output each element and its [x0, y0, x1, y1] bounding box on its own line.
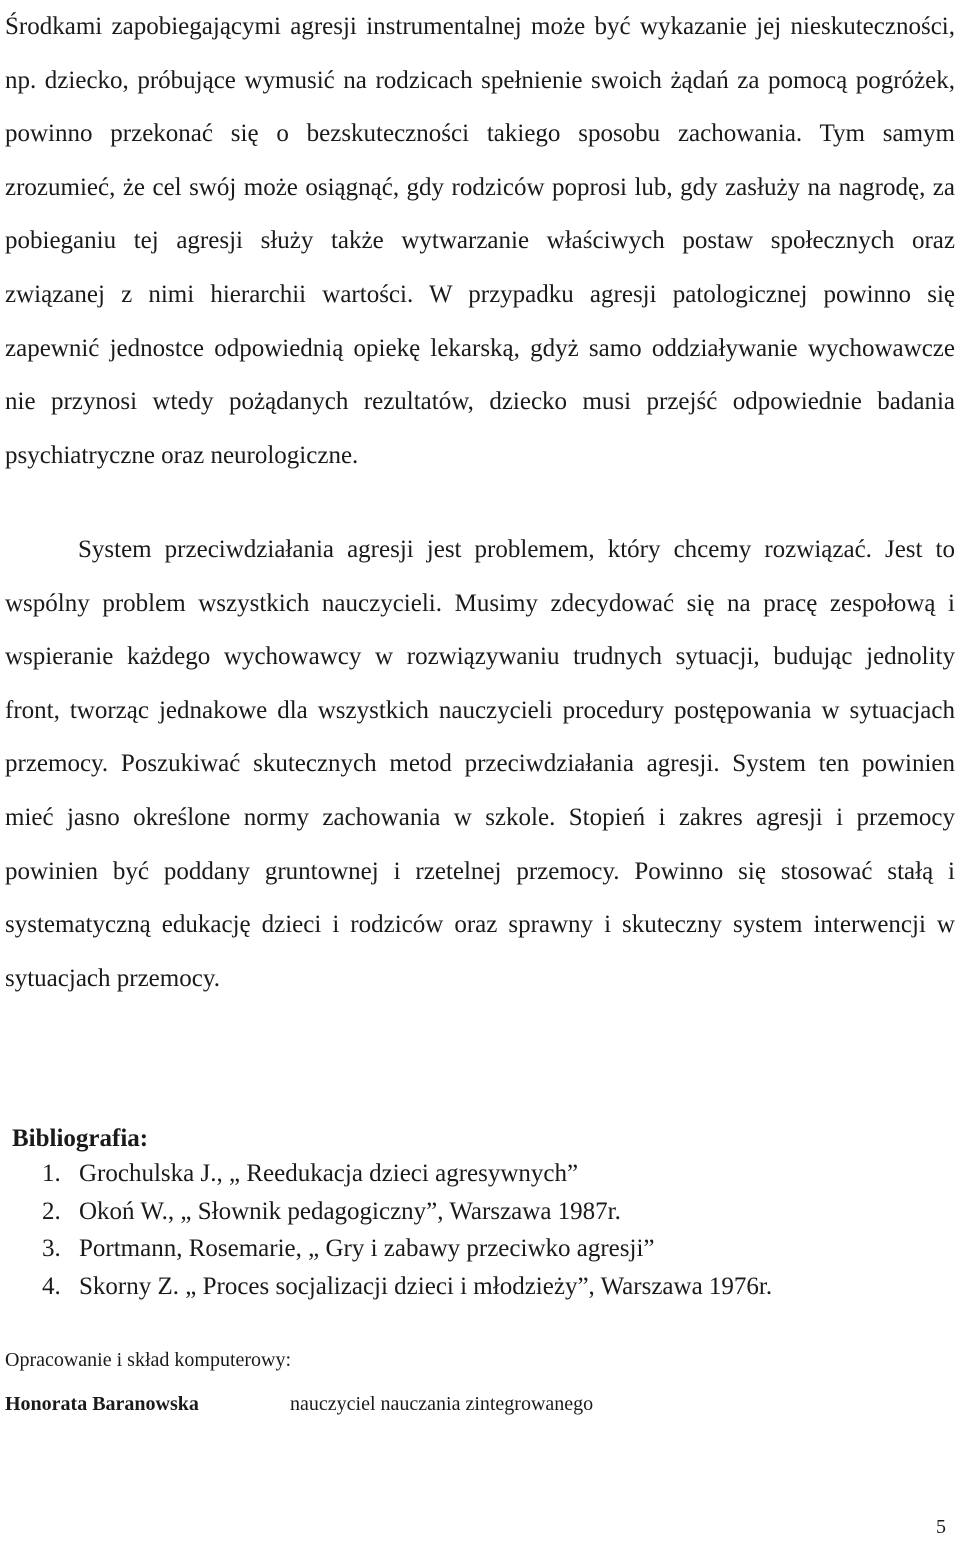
- bibliography-item-text: Skorny Z. „ Proces socjalizacji dzieci i młodzieży”, Warszawa 1976r.: [79, 1272, 773, 1300]
- author-name: Honorata Baranowska: [5, 1393, 199, 1415]
- body-paragraph-2: System przeciwdziałania agresji jest problemem, który chcemy rozwiązać. Jest to wspólny problem wszystkich nauczycieli. Musimy zdecydować się na pracę zespołową i wspieranie każdego wychowawcy w rozwiązywaniu trudnych sytuacji, budując jednolity front, tworząc jednakowe dla wszystkich nauczycieli procedury postępowania w sytuacjach przemocy. Poszukiwać skutecznych metod przeciwdziałania agresji. System ten powinien mieć jasno określone normy zachowania w szkole. Stopień i zakres agresji i przemocy powinien być poddany gruntownej i rzetelnej przemocy. Powinno się stosować stałą i systematyczną edukację dzieci i rodziców oraz sprawny i skuteczny system interwencji w sytuacjach przemocy.: [5, 536, 955, 992]
- bibliography-item-text: Grochulska J., „ Reedukacja dzieci agresywnych”: [79, 1160, 579, 1187]
- credits-label: Opracowanie i skład komputerowy:: [5, 1349, 292, 1371]
- page-number: 5: [936, 1516, 946, 1538]
- bibliography-item-number: 3.: [42, 1235, 61, 1262]
- bibliography-item-text: Okoń W., „ Słownik pedagogiczny”, Warszawa 1987r.: [79, 1197, 621, 1225]
- bibliography-heading: Bibliografia:: [12, 1125, 149, 1152]
- bibliography-item-number: 4.: [42, 1272, 61, 1300]
- body-paragraph-1: Środkami zapobiegającymi agresji instrumentalnej może być wykazanie jej nieskuteczności, np. dziecko, próbujące wymusić na rodzicach spełnienie swoich żądań za pomocą pogróżek, powinno przekonać się o bezskuteczności takiego sposobu zachowania. Tym samym zrozumieć, że cel swój może osiągnąć, gdy rodziców poprosi lub, gdy zasłuży na nagrodę, za pobieganiu tej agresji służy także wytwarzanie właściwych postaw społecznych oraz związanej z nimi hierarchii wartości. W przypadku agresji patologicznej powinno się zapewnić jednostce odpowiednią opiekę lekarską, gdyż samo oddziaływanie wychowawcze nie przynosi wtedy pożądanych rezultatów, dziecko musi przejść odpowiednie badania psychiatryczne oraz neurologiczne.: [5, 13, 955, 469]
- author-role: nauczyciel nauczania zintegrowanego: [290, 1393, 594, 1415]
- bibliography-item-number: 2.: [42, 1197, 61, 1225]
- bibliography-item-text: Portmann, Rosemarie, „ Gry i zabawy przeciwko agresji”: [79, 1235, 655, 1262]
- bibliography-item-number: 1.: [42, 1160, 61, 1187]
